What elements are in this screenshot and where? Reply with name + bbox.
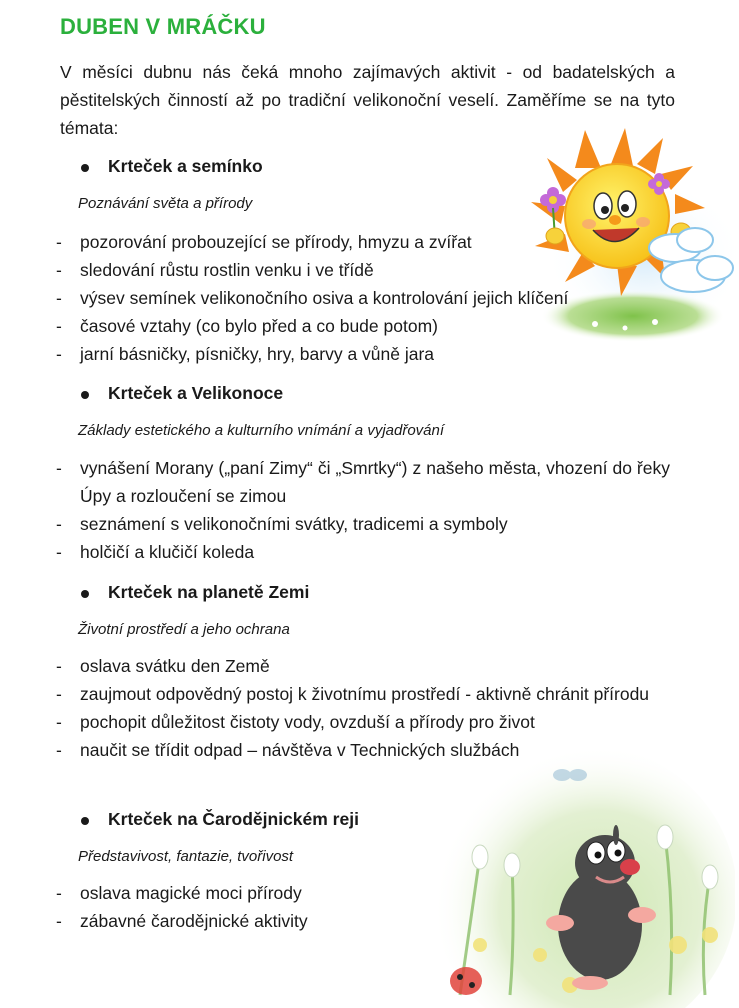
list-item: - výsev semínek velikonočního osiva a kontrolování jejich klíčení — [56, 288, 569, 308]
list-item: - naučit se třídit odpad – návštěva v Technických službách — [56, 740, 520, 760]
section-1-list — [56, 228, 670, 368]
bullet-icon — [81, 817, 89, 825]
section-2-subtitle: Základy estetického a kulturního vnímání a vyjadřování — [78, 422, 445, 439]
section-1-heading — [84, 156, 263, 177]
section-4-heading — [84, 809, 359, 830]
section-4-subtitle: Představivost, fantazie, tvořivost — [78, 848, 294, 865]
section-3-list — [56, 652, 670, 764]
list-item: - časové vztahy (co bylo před a co bude potom) — [56, 316, 438, 336]
list-item: - oslava svátku den Země — [56, 656, 270, 676]
list-item: - zábavné čarodějnické aktivity — [56, 911, 308, 931]
list-item: - zaujmout odpovědný postoj k životnímu prostředí - aktivně chránit přírodu — [56, 684, 650, 704]
page-title: DUBEN V MRÁČKU — [60, 14, 266, 39]
section-1-heading-text: Krteček a semínko — [108, 156, 263, 176]
section-3-heading-text: Krteček na planetě Zemi — [108, 582, 310, 602]
section-4-heading-text: Krteček na Čarodějnickém reji — [108, 809, 359, 829]
list-item: - vynášení Morany („paní Zimy“ či „Smrtky“) z našeho města, vhození do řeky Úpy a rozloučení se zimou — [56, 458, 670, 506]
list-item: - oslava magické moci přírody — [56, 883, 302, 903]
section-2-heading-text: Krteček a Velikonoce — [108, 383, 284, 403]
mole-illustration — [420, 745, 735, 1008]
list-item: - holčičí a klučičí koleda — [56, 542, 255, 562]
section-1-subtitle: Poznávání světa a přírody — [78, 195, 253, 212]
intro-paragraph: V měsíci dubnu nás čeká mnoho zajímavých aktivit - od badatelských a pěstitelských činností až po tradiční velikonoční veselí. Zaměříme se na tyto témata: — [60, 62, 675, 138]
section-2-heading — [84, 383, 283, 404]
bullet-icon — [81, 590, 89, 598]
section-2-list — [56, 454, 670, 566]
list-item: - seznámení s velikonočními svátky, tradicemi a symboly — [56, 514, 508, 534]
list-item: - jarní básničky, písničky, hry, barvy a vůně jara — [56, 344, 435, 364]
section-3-subtitle: Životní prostředí a jeho ochrana — [78, 621, 290, 638]
section-4-list — [56, 879, 670, 935]
list-item: - pozorování probouzející se přírody, hmyzu a zvířat — [56, 232, 472, 252]
bullet-icon — [81, 164, 89, 172]
bullet-icon — [81, 391, 89, 399]
list-item: - pochopit důležitost čistoty vody, ovzduší a přírody pro život — [56, 712, 535, 732]
list-item: - sledování růstu rostlin venku i ve třídě — [56, 260, 374, 280]
section-3-heading — [84, 582, 309, 603]
